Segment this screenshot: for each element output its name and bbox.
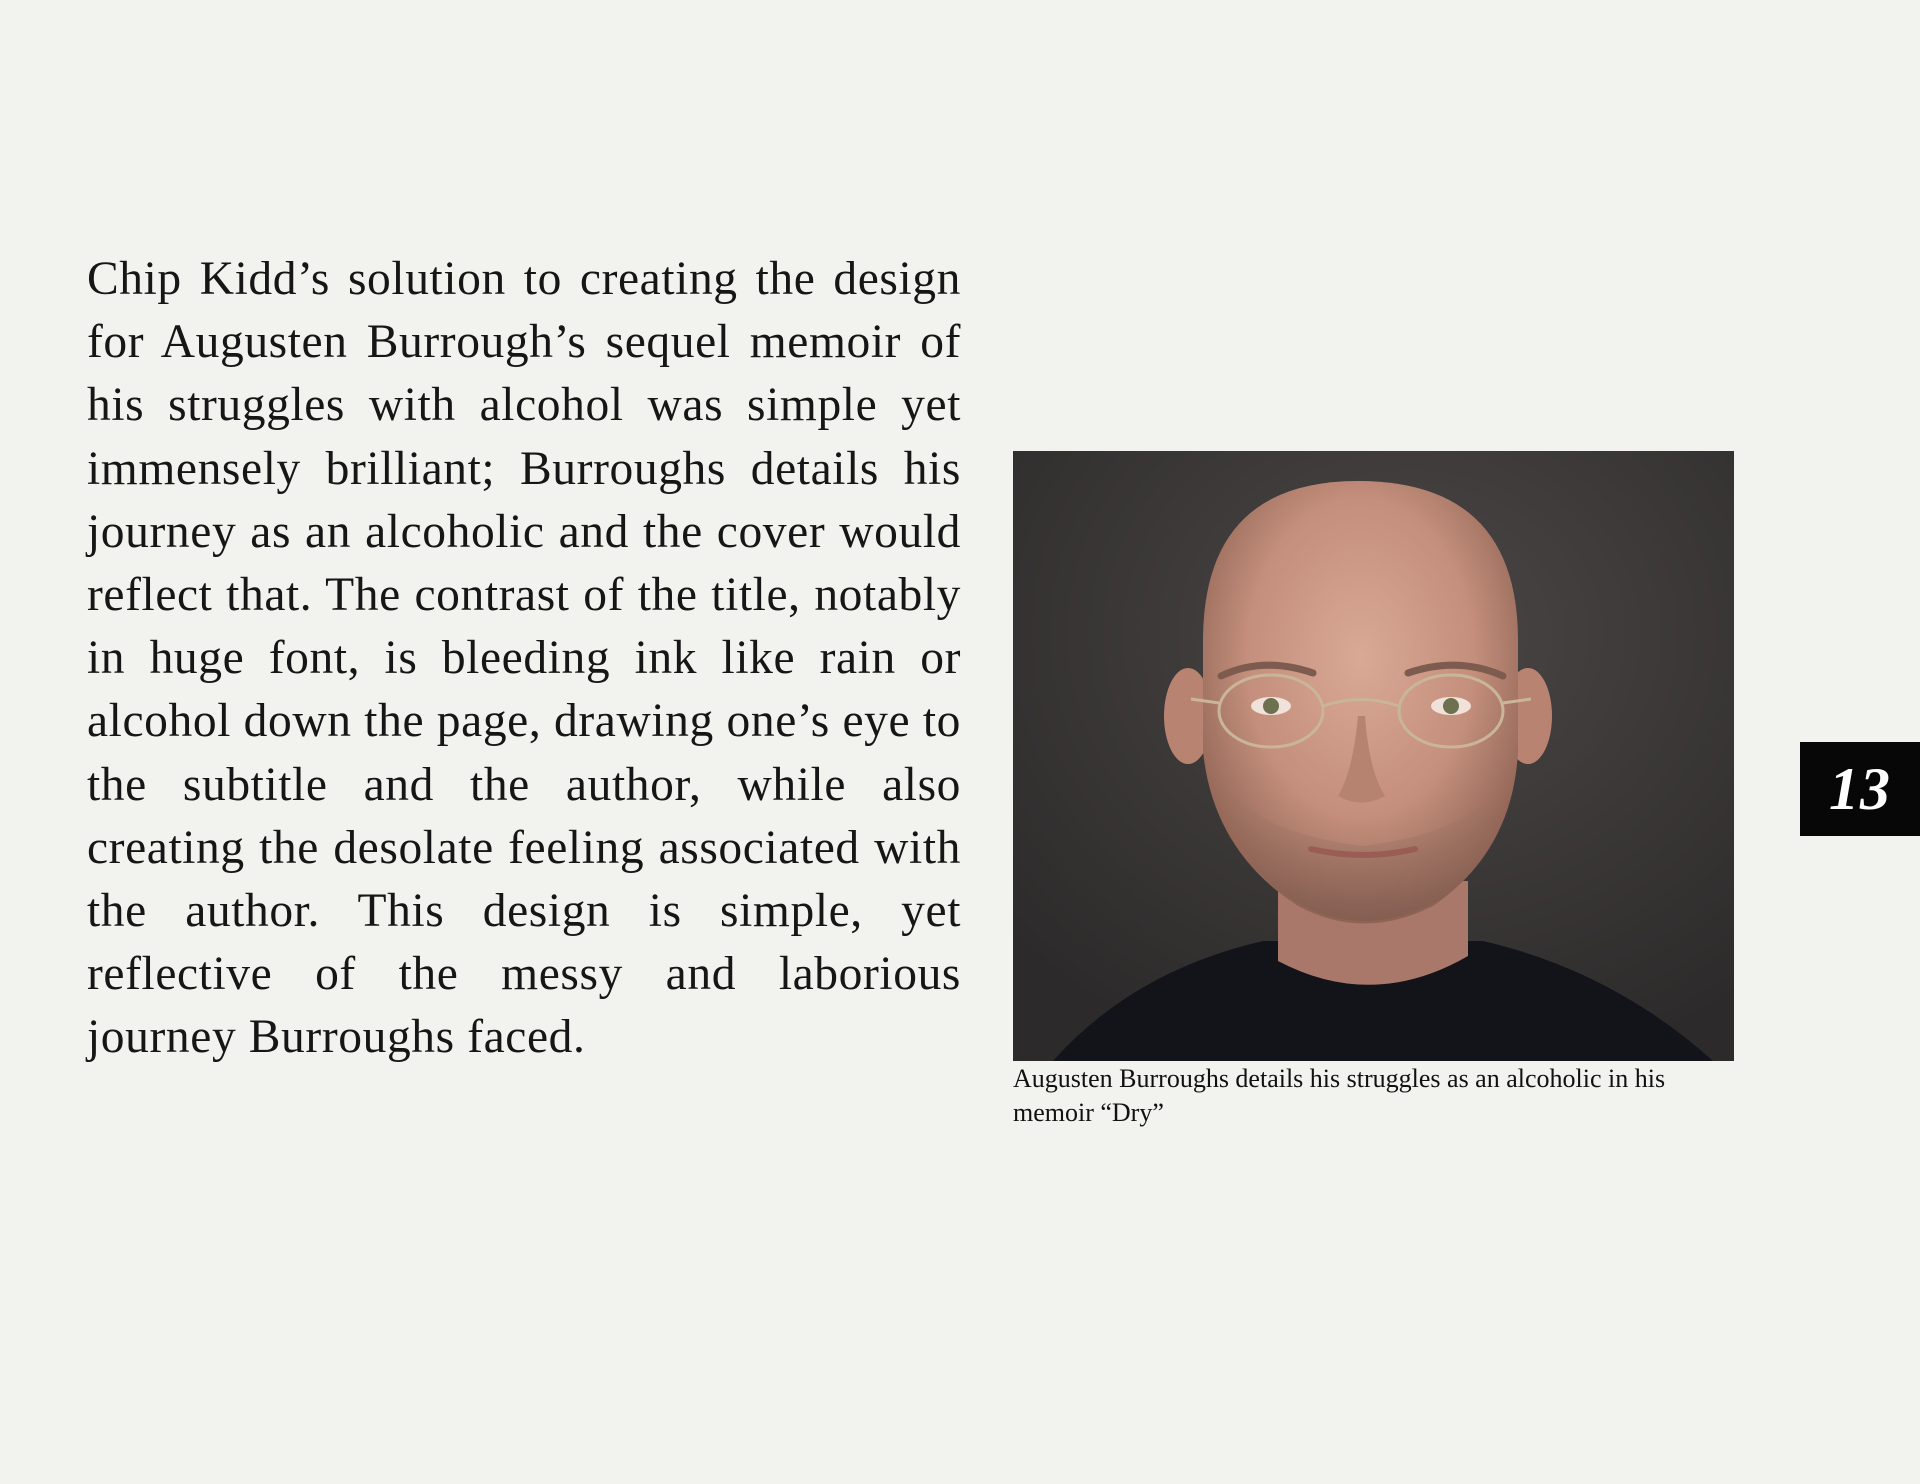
author-portrait-photo (1013, 451, 1734, 1061)
body-paragraph: Chip Kidd’s solution to creating the design for Augusten Burrough’s sequel memoir of his struggles with alcohol was simple yet immensely brilliant; Burroughs details his journey as an alcoholic and the cover would reflect that. The contrast of the title, notably in huge font, is bleeding ink like rain or alcohol down the page, drawing one’s eye to the subtitle and the author, while also creating the desolate feeling associated with the author. This design is simple, yet reflective of the messy and laborious journey Burroughs faced. (87, 253, 961, 1064)
photo-caption: Augusten Burroughs details his struggles as an alcoholic in his memoir “Dry” (1013, 1064, 1666, 1127)
page-number: 13 (1829, 756, 1891, 822)
page-number-tab (1800, 742, 1920, 836)
